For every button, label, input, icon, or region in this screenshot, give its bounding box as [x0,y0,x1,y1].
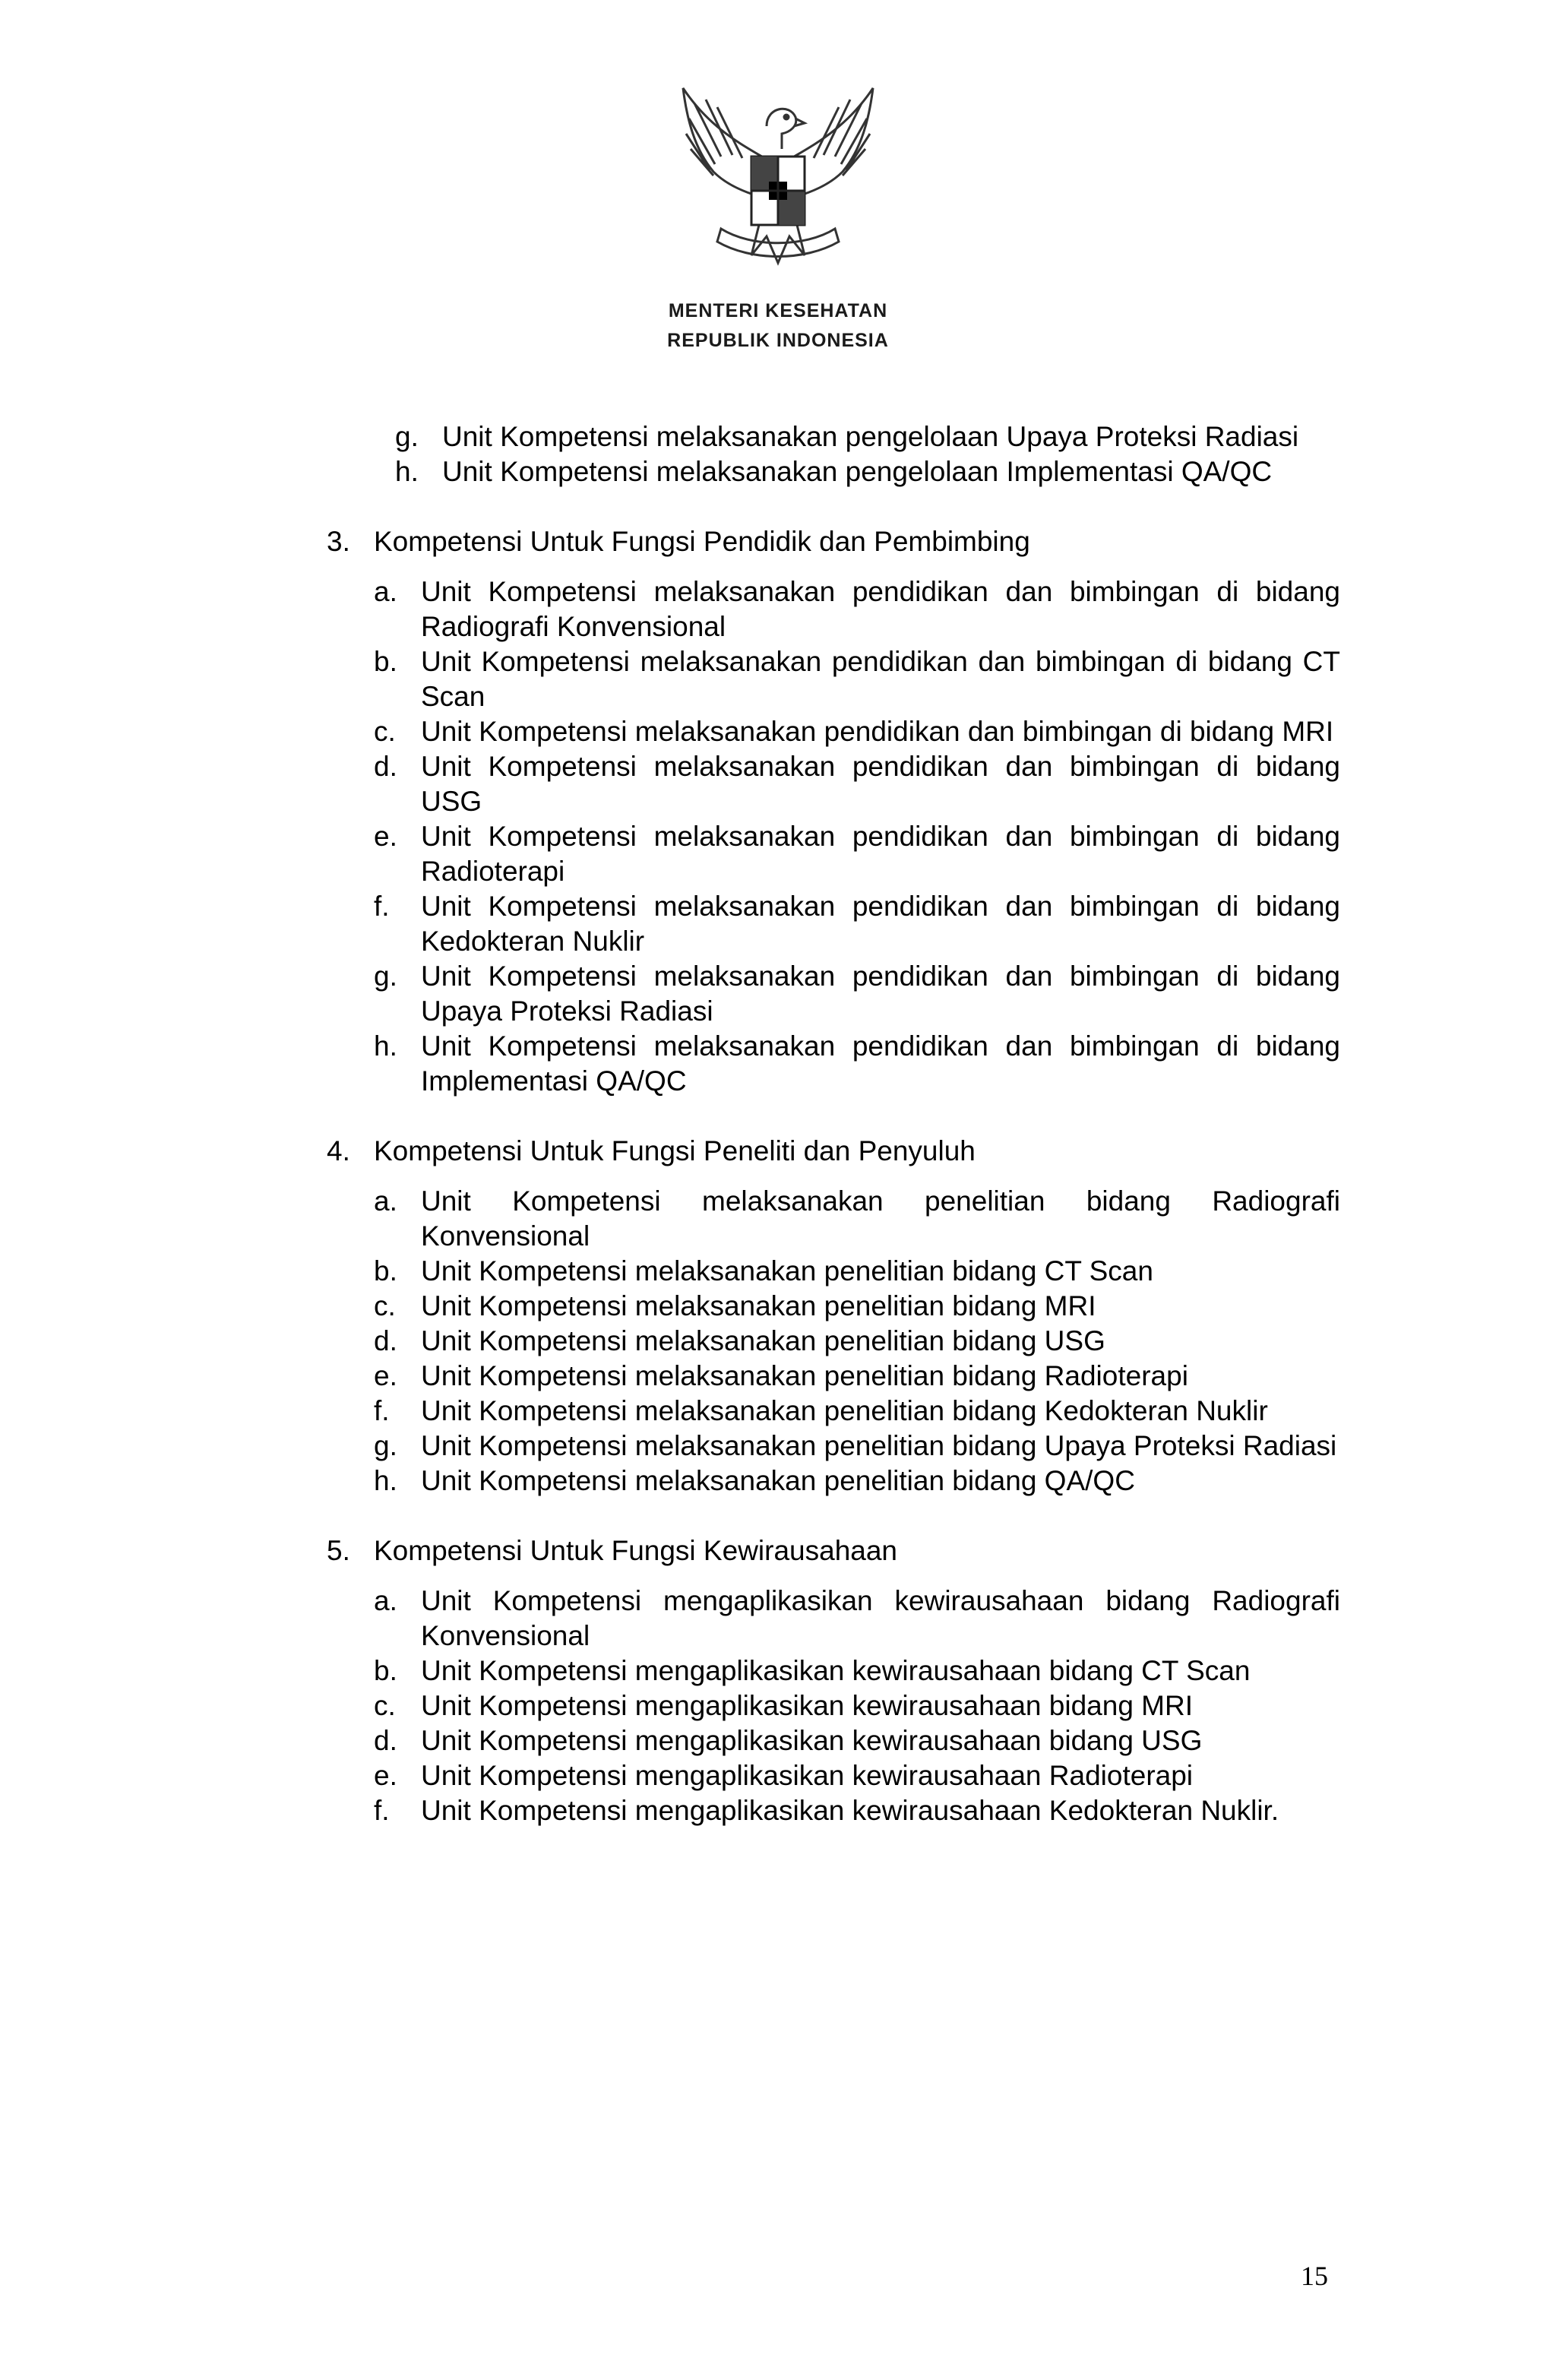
item-text: Unit Kompetensi mengaplikasikan kewirausahaan bidang USG [421,1725,1203,1756]
item-text: Unit Kompetensi melaksanakan penelitian bidang Kedokteran Nuklir [421,1395,1268,1426]
item-text: Unit Kompetensi melaksanakan pendidikan dan bimbingan di bidang MRI [421,716,1334,747]
list-item [374,1359,1340,1394]
list-item [374,1429,1340,1464]
item-label: f. [374,891,390,922]
item-label: g. [374,961,397,992]
section-heading [327,524,1340,559]
section-number: 5. [327,1535,350,1566]
item-label: c. [374,1690,396,1721]
list-item [374,819,1340,889]
section-item-list [327,1584,1340,1828]
item-text: Unit Kompetensi melaksanakan penelitian bidang USG [421,1325,1105,1356]
document-body [327,419,1340,1828]
item-text: Unit Kompetensi mengaplikasikan kewirausahaan bidang Radiografi Konvensional [421,1585,1340,1651]
section-number: 4. [327,1135,350,1166]
item-label: a. [374,1585,397,1616]
section-heading [327,1134,1340,1169]
item-text: Unit Kompetensi melaksanakan pendidikan dan bimbingan di bidang Radiografi Konvensional [421,576,1340,642]
item-label: h. [374,1465,397,1496]
item-text: Unit Kompetensi mengaplikasikan kewirausahaan Kedokteran Nuklir. [421,1795,1279,1826]
list-item [374,644,1340,714]
item-label: h. [374,1030,397,1062]
list-item [374,1184,1340,1254]
item-text: Unit Kompetensi melaksanakan pendidikan dan bimbingan di bidang Implementasi QA/QC [421,1030,1340,1097]
item-label: g. [395,421,419,452]
item-text: Unit Kompetensi melaksanakan penelitian bidang QA/QC [421,1465,1135,1496]
garuda-pancasila-emblem-icon [668,73,888,293]
item-text: Unit Kompetensi melaksanakan penelitian bidang Radiografi Konvensional [421,1185,1340,1252]
item-label: a. [374,576,397,607]
item-text: Unit Kompetensi mengaplikasikan kewirausahaan bidang CT Scan [421,1655,1251,1686]
list-item [374,1688,1340,1723]
letterhead [0,73,1556,353]
item-label: e. [374,821,397,852]
list-item [374,1029,1340,1099]
ministry-name-line2: REPUBLIK INDONESIA [667,330,889,351]
list-item [374,749,1340,819]
item-label: f. [374,1795,390,1826]
item-text: Unit Kompetensi mengaplikasikan kewirausahaan bidang MRI [421,1690,1194,1721]
item-label: a. [374,1185,397,1217]
item-text: Unit Kompetensi melaksanakan pendidikan dan bimbingan di bidang Upaya Proteksi Radiasi [421,961,1340,1027]
section-title: Kompetensi Untuk Fungsi Pendidik dan Pembimbing [374,526,1030,557]
item-label: c. [374,1290,396,1321]
item-label: b. [374,1255,397,1287]
list-item [374,1584,1340,1654]
list-item [374,959,1340,1029]
list-item [374,1654,1340,1688]
item-label: b. [374,646,397,677]
item-text: Unit Kompetensi melaksanakan penelitian bidang Radioterapi [421,1360,1188,1391]
item-label: d. [374,751,397,782]
list-item [395,454,1340,489]
item-label: e. [374,1760,397,1791]
item-text: Unit Kompetensi melaksanakan penelitian bidang Upaya Proteksi Radiasi [421,1430,1337,1461]
section-number: 3. [327,526,350,557]
item-label: d. [374,1725,397,1756]
list-item [374,1394,1340,1429]
item-label: d. [374,1325,397,1356]
item-text: Unit Kompetensi melaksanakan pengelolaan Implementasi QA/QC [442,456,1273,487]
item-text: Unit Kompetensi melaksanakan penelitian bidang MRI [421,1290,1096,1321]
item-text: Unit Kompetensi melaksanakan pendidikan dan bimbingan di bidang Radioterapi [421,821,1340,887]
list-item [374,1324,1340,1359]
list-item [374,889,1340,959]
section-title: Kompetensi Untuk Fungsi Peneliti dan Penyuluh [374,1135,976,1166]
list-item [374,1723,1340,1758]
list-item [374,1254,1340,1289]
continued-item-list [327,419,1340,489]
list-item [374,1289,1340,1324]
item-text: Unit Kompetensi mengaplikasikan kewirausahaan Radioterapi [421,1760,1194,1791]
item-label: b. [374,1655,397,1686]
item-text: Unit Kompetensi melaksanakan pengelolaan Upaya Proteksi Radiasi [442,421,1299,452]
item-text: Unit Kompetensi melaksanakan pendidikan dan bimbingan di bidang Kedokteran Nuklir [421,891,1340,957]
item-label: g. [374,1430,397,1461]
item-label: h. [395,456,419,487]
item-text: Unit Kompetensi melaksanakan pendidikan dan bimbingan di bidang CT Scan [421,646,1340,712]
item-label: e. [374,1360,397,1391]
item-label: c. [374,716,396,747]
list-item [374,1793,1340,1828]
section-item-list [327,1184,1340,1499]
list-item [395,419,1340,454]
list-item [374,1464,1340,1499]
item-text: Unit Kompetensi melaksanakan penelitian bidang CT Scan [421,1255,1153,1287]
section-title: Kompetensi Untuk Fungsi Kewirausahaan [374,1535,897,1566]
item-text: Unit Kompetensi melaksanakan pendidikan dan bimbingan di bidang USG [421,751,1340,817]
list-item [374,1758,1340,1793]
section-item-list [327,574,1340,1099]
list-item [374,574,1340,644]
ministry-name-line1: MENTERI KESEHATAN [668,300,888,321]
list-item [374,714,1340,749]
section-heading [327,1533,1340,1568]
page-number: 15 [1301,2261,1328,2291]
item-label: f. [374,1395,390,1426]
